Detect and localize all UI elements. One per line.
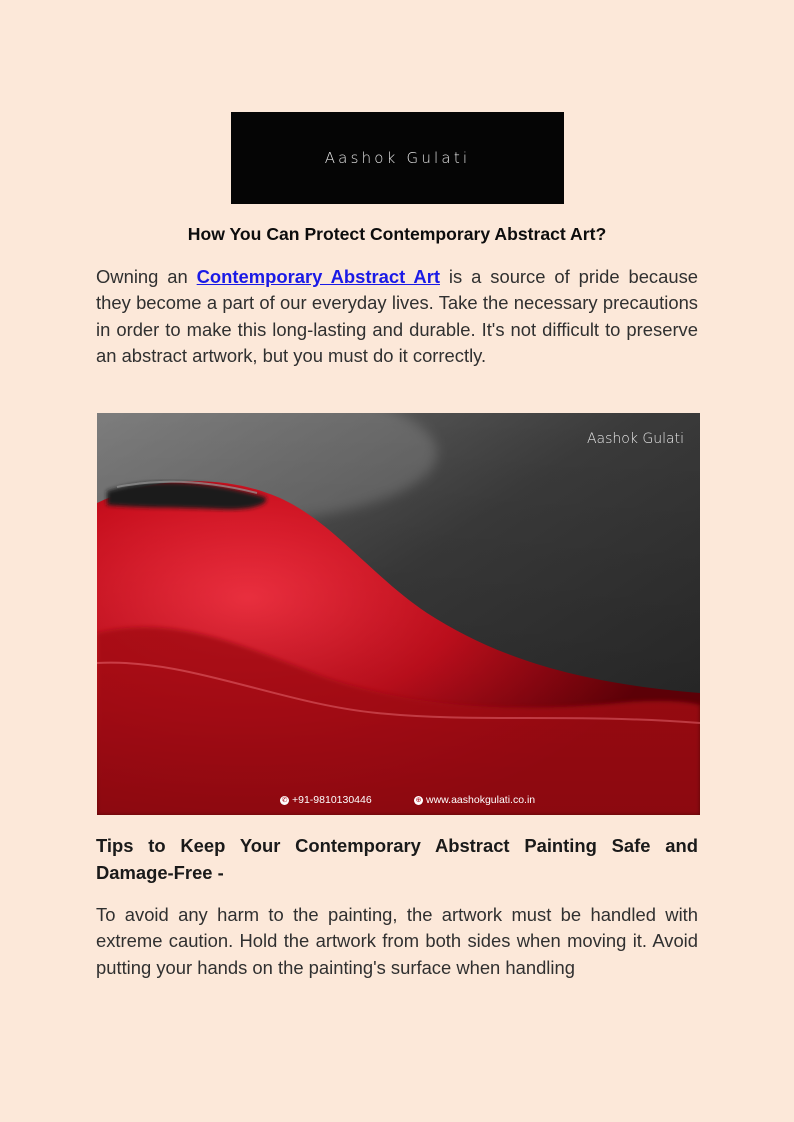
phone-icon: ✆ — [281, 796, 288, 804]
logo-text: Aashok Gulati — [324, 149, 471, 167]
intro-text-start: Owning an — [96, 266, 197, 287]
phone-contact — [280, 794, 372, 806]
website-contact — [414, 794, 535, 806]
intro-text-end: is a source of pride because they become a part of our everyday lives. Take the necessary precautions in order to make this long-lasting and durable. It's not difficult to preserve an abstract artwork, but you must do it correctly. — [96, 266, 698, 366]
contemporary-abstract-art-link[interactable]: Contemporary Abstract Art — [196, 266, 440, 287]
tips-paragraph: To avoid any harm to the painting, the artwork must be handled with extreme caution. Hold the artwork from both sides when moving it. Avoid putting your hands on the painting's surface when handling — [96, 904, 698, 978]
logo-banner — [231, 112, 564, 204]
globe-icon: ⊕ — [415, 796, 422, 804]
page-title: How You Can Protect Contemporary Abstract Art? — [187, 224, 607, 244]
website-url: www.aashokgulati.co.in — [426, 794, 536, 806]
tips-heading: Tips to Keep Your Contemporary Abstract Painting Safe and Damage-Free - — [96, 835, 698, 883]
intro-paragraph — [96, 264, 698, 369]
watermark-text: Aashok Gulati — [586, 431, 684, 447]
phone-number: +91-9810130446 — [292, 794, 372, 806]
abstract-painting-photo — [97, 413, 700, 815]
